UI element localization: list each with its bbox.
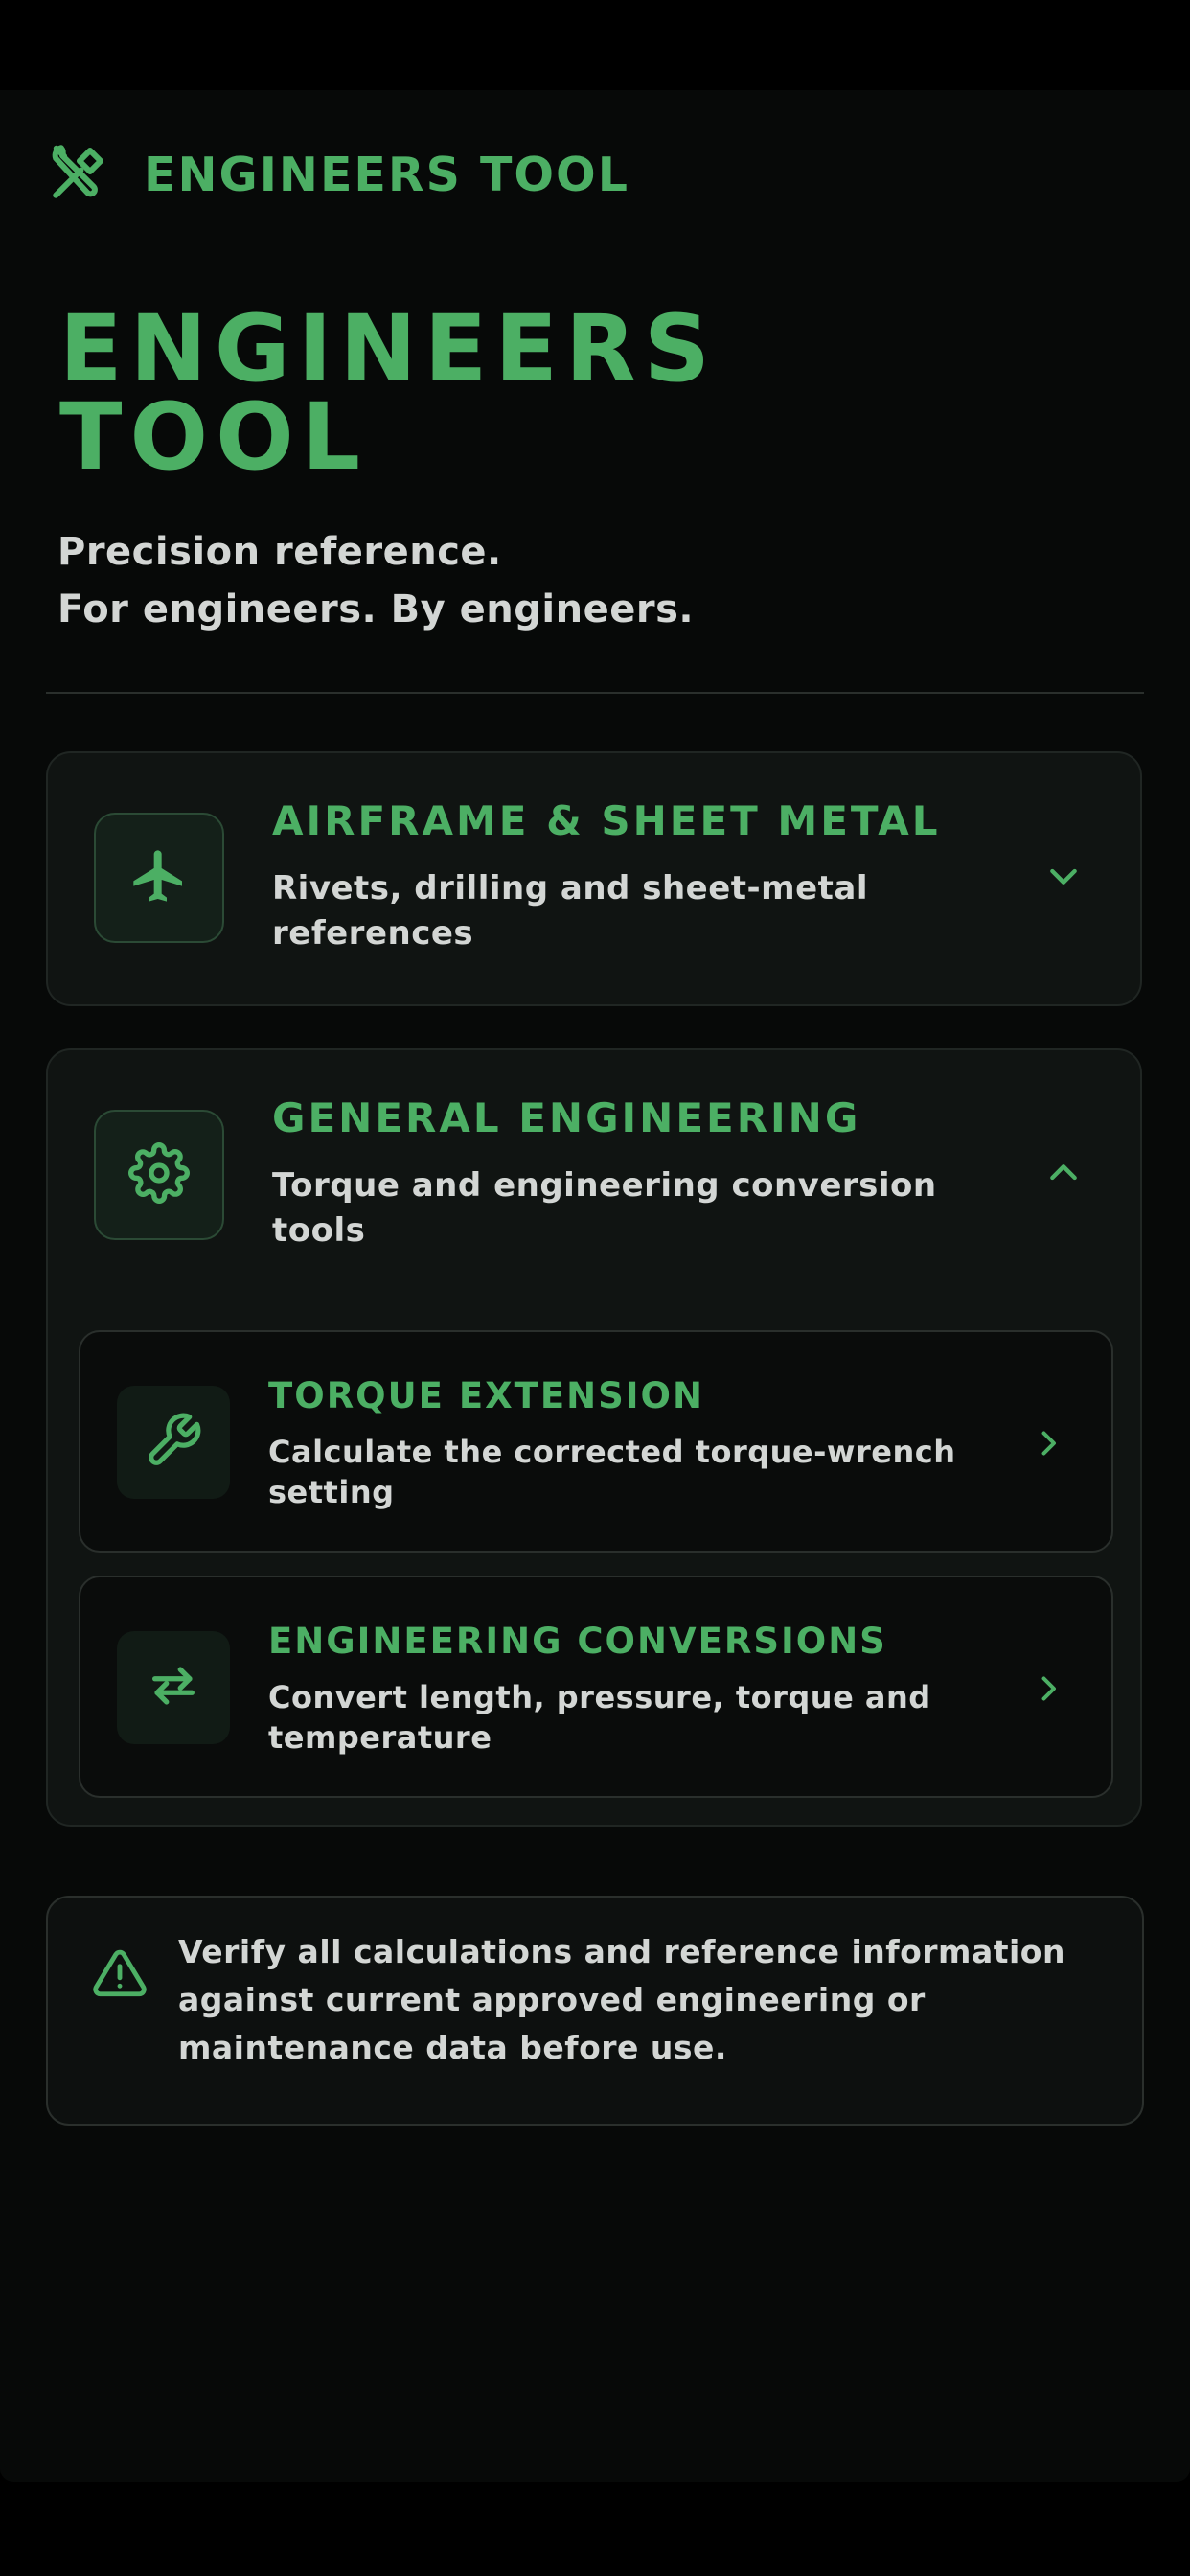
category-description: Rivets, drilling and sheet-metal references (272, 869, 868, 953)
category-title: GENERAL ENGINEERING (272, 1094, 861, 1141)
category-icon-box (94, 813, 224, 943)
divider (46, 692, 1144, 694)
airplane-icon (128, 845, 190, 910)
hero-title-line2: TOOL (59, 383, 368, 491)
tool-title: ENGINEERING CONVERSIONS (268, 1621, 887, 1662)
app-title: ENGINEERS TOOL (144, 148, 629, 202)
gear-icon (128, 1142, 190, 1208)
tool-item-torque-extension[interactable] (79, 1330, 1113, 1552)
tool-title: TORQUE EXTENSION (268, 1375, 704, 1416)
swap-arrows-icon (146, 1658, 201, 1717)
chevron-down-icon[interactable] (1041, 853, 1087, 899)
category-icon-box (94, 1110, 224, 1240)
tool-icon-box (117, 1631, 230, 1744)
category-title: AIRFRAME & SHEET METAL (272, 797, 941, 844)
chevron-right-icon (1027, 1420, 1069, 1466)
tool-description: Convert length, pressure, torque and temperature (268, 1679, 931, 1756)
warning-notice (46, 1896, 1144, 2126)
chevron-up-icon[interactable] (1041, 1150, 1087, 1196)
tool-icon-box (117, 1386, 230, 1499)
category-airframe-sheet-metal[interactable] (46, 751, 1142, 1006)
tool-item-engineering-conversions[interactable] (79, 1576, 1113, 1798)
warning-text: Verify all calculations and reference information against current approved engineering or maintenance data before use. (178, 1933, 1065, 2066)
hero-subtitle-line2: For engineers. By engineers. (57, 587, 695, 632)
hero-title-line1: ENGINEERS (59, 295, 718, 402)
hero-subtitle (57, 523, 694, 638)
category-description: Torque and engineering conversion tools (272, 1166, 937, 1250)
app-screen (0, 90, 1190, 2482)
tool-description: Calculate the corrected torque-wrench setting (268, 1434, 956, 1510)
warning-icon (92, 1947, 148, 1999)
hero-subtitle-line1: Precision reference. (57, 530, 502, 574)
tools-icon (48, 140, 111, 203)
wrench-icon (144, 1411, 203, 1474)
hero-title (59, 295, 718, 491)
chevron-right-icon (1027, 1666, 1069, 1712)
category-general-engineering (46, 1048, 1142, 1827)
